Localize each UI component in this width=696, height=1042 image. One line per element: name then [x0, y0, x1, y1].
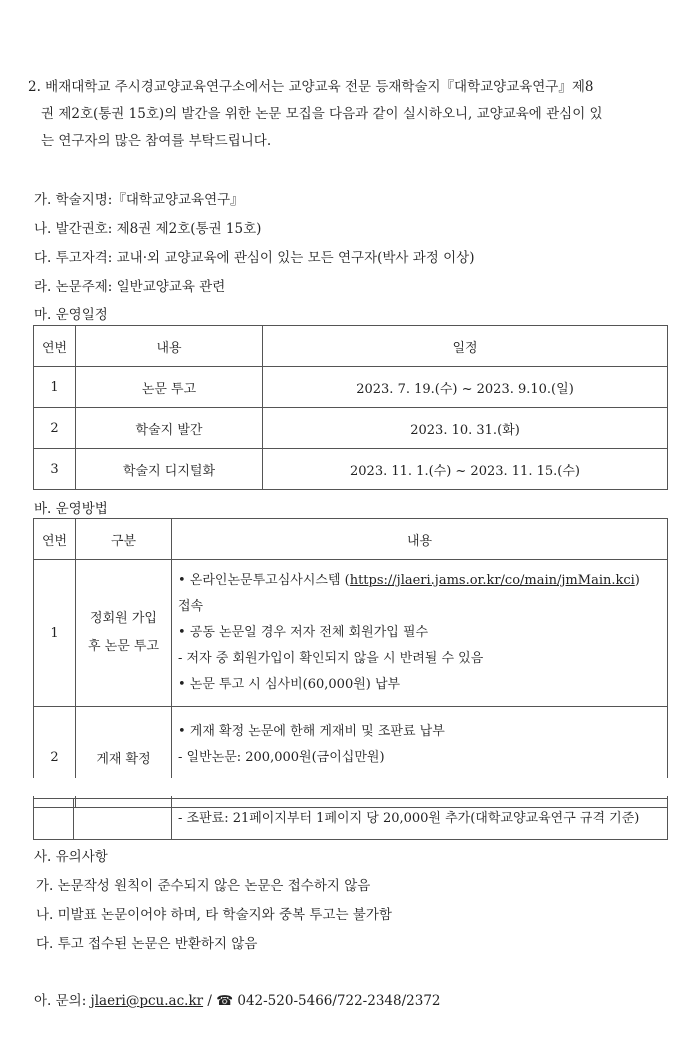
contact-separator: /	[203, 993, 217, 1009]
submission-system-link[interactable]: https://jlaeri.jams.or.kr/co/main/jmMain.kci	[349, 573, 635, 588]
row-date: 2023. 7. 19.(수) ~ 2023. 9.10.(일)	[263, 367, 668, 408]
row-content: 학술지 발간	[76, 408, 263, 449]
row-content: - 조판료: 21페이지부터 1페이지 당 20,000원 추가(대학교양교육연구 규격 기준)	[172, 799, 668, 840]
content-line: • 논문 투고 시 심사비(60,000원) 납부	[178, 677, 401, 692]
content-line: • 게재 확정 논문에 한해 게재비 및 조판료 납부	[178, 724, 445, 739]
row-category: 게재 확정	[76, 707, 172, 808]
content-line: - 일반논문: 200,000원(금이십만원)	[178, 750, 385, 765]
table-row	[34, 449, 668, 490]
table-row	[34, 799, 668, 840]
row-number: 1	[34, 367, 76, 408]
meta-journal-name: 가. 학술지명:『대학교양교육연구』	[34, 192, 244, 208]
intro-line-1: 2. 배재대학교 주시경교양교육연구소에서는 교양교육 전문 등재학술지『대학교양교육연구』제8	[28, 79, 594, 95]
row-category	[74, 799, 172, 840]
header-cell: 연번	[34, 326, 76, 367]
table-row	[34, 367, 668, 408]
method-table	[33, 518, 668, 808]
row-date: 2023. 11. 1.(수) ~ 2023. 11. 15.(수)	[263, 449, 668, 490]
intro-line-3: 는 연구자의 많은 참여를 부탁드립니다.	[41, 133, 272, 149]
header-cell: 내용	[172, 519, 668, 560]
contact-email-link[interactable]: jlaeri@pcu.ac.kr	[90, 993, 204, 1009]
intro-paragraph	[28, 74, 668, 155]
row-content	[172, 560, 668, 707]
category-line: 정회원 가입	[90, 611, 157, 626]
row-number	[34, 799, 74, 840]
row-number: 2	[34, 707, 76, 808]
note-item: 다. 투고 접수된 논문은 반환하지 않음	[36, 936, 258, 952]
header-cell: 일정	[263, 326, 668, 367]
notes-heading: 사. 유의사항	[34, 849, 108, 865]
content-line: 접속	[178, 599, 204, 614]
intro-line-2: 권 제2호(통권 15호)의 발간을 위한 논문 모집을 다음과 같이 실시하오니, 교양교육에 관심이 있	[41, 106, 603, 122]
phone-icon: ☎	[216, 993, 234, 1009]
header-cell: 연번	[34, 519, 76, 560]
table-row	[34, 408, 668, 449]
page-break	[30, 778, 675, 796]
schedule-heading: 마. 운영일정	[34, 307, 108, 323]
method-heading: 바. 운영방법	[34, 501, 108, 517]
header-cell: 내용	[76, 326, 263, 367]
row-number: 3	[34, 449, 76, 490]
row-number: 2	[34, 408, 76, 449]
header-cell: 구분	[76, 519, 172, 560]
content-text: • 온라인논문투고심사시스템 (	[178, 573, 350, 588]
table-header-row	[34, 519, 668, 560]
row-content: 논문 투고	[76, 367, 263, 408]
table-row	[34, 560, 668, 707]
row-number: 1	[34, 560, 76, 707]
contact-phone: 042-520-5466/722-2348/2372	[233, 993, 441, 1009]
content-line: • 공동 논문일 경우 저자 전체 회원가입 필수	[178, 625, 429, 640]
meta-topic: 라. 논문주제: 일반교양교육 관련	[34, 279, 226, 295]
contact-line	[34, 988, 441, 1014]
meta-eligibility: 다. 투고자격: 교내·외 교양교육에 관심이 있는 모든 연구자(박사 과정 이상)	[34, 250, 475, 266]
row-content: 학술지 디지털화	[76, 449, 263, 490]
row-date: 2023. 10. 31.(화)	[263, 408, 668, 449]
category-line: 후 논문 투고	[87, 639, 160, 654]
contact-label: 아. 문의:	[34, 993, 91, 1009]
method-table-continued	[33, 798, 668, 840]
content-line: - 저자 중 회원가입이 확인되지 않을 시 반려될 수 있음	[178, 651, 484, 666]
meta-issue: 나. 발간권호: 제8권 제2호(통권 15호)	[34, 221, 262, 237]
note-item: 가. 논문작성 원칙이 준수되지 않은 논문은 접수하지 않음	[36, 878, 371, 894]
table-header-row	[34, 326, 668, 367]
content-text: )	[634, 573, 640, 588]
schedule-table	[33, 325, 668, 490]
note-item: 나. 미발표 논문이어야 하며, 타 학술지와 중복 투고는 불가함	[36, 907, 392, 923]
row-category	[76, 560, 172, 707]
